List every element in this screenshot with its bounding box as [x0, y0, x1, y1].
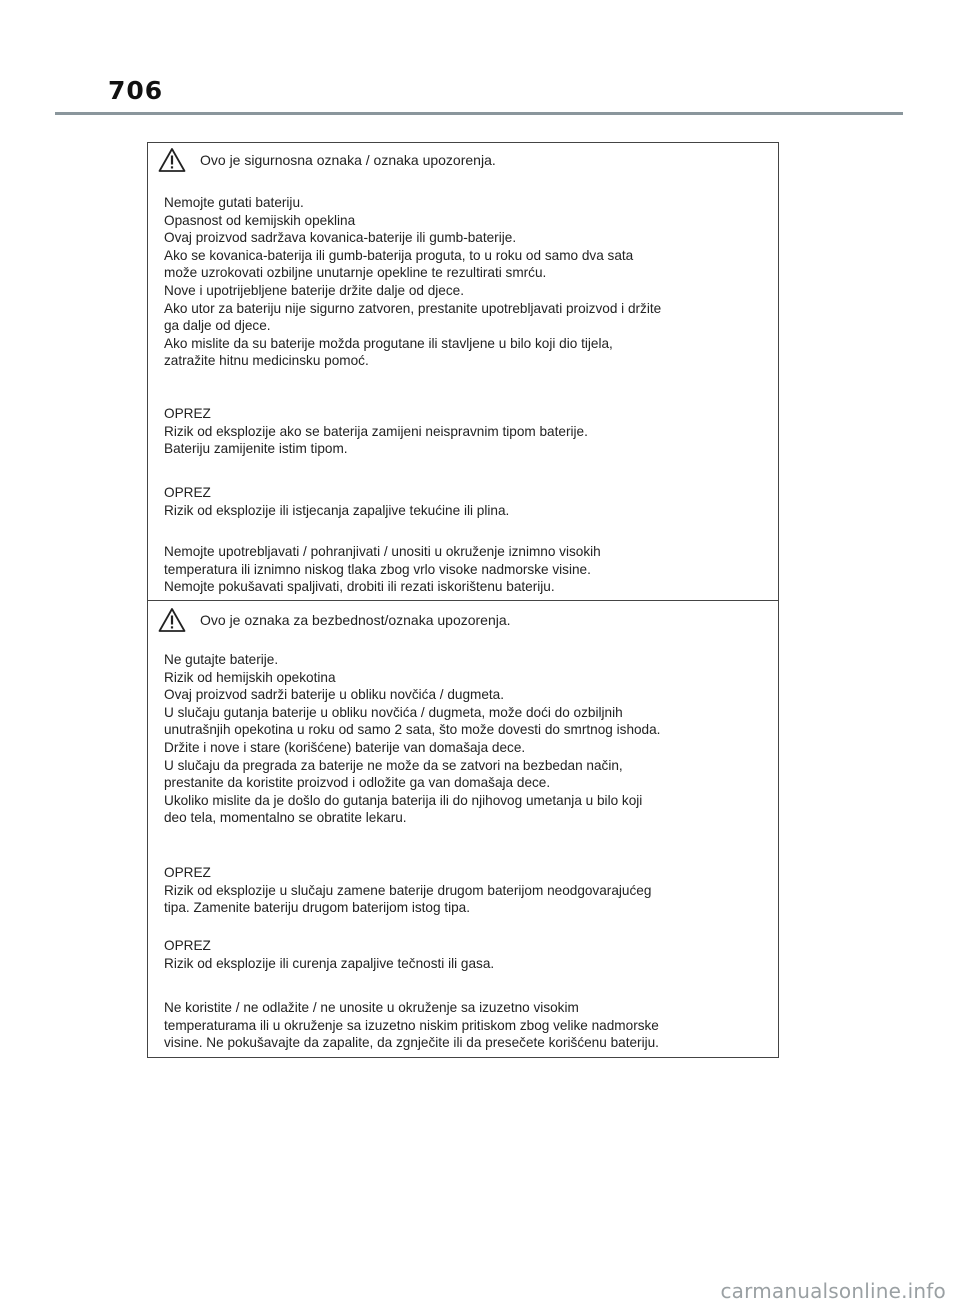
text-line: Ovaj proizvod sadržava kovanica-baterije ili gumb-baterije. [164, 230, 517, 246]
text-line: Ako mislite da su baterije možda progutane ili stavljene u bilo koji dio tijela, [164, 335, 613, 351]
text-line: tipa. Zamenite bateriju drugom baterijom istog tipa. [164, 900, 471, 916]
text-line: visine. Ne pokušavajte da zapalite, da zgnječite ili da presečete korišćenu bateriju. [164, 1035, 659, 1051]
paragraph-caution-leakage [164, 937, 768, 972]
text-line: prestanite da koristite proizvod i odložite ga van domašaja dece. [164, 775, 551, 791]
caution-heading: OPREZ [164, 406, 211, 421]
warning-label: Ovo je sigurnosna oznaka / oznaka upozorenja. [200, 152, 496, 168]
footer-site-logo: carmanualsonline.info [720, 1279, 946, 1303]
text-line: unutrašnjih opekotina u roku od samo 2 sata, što može dovesti do smrtnog ishoda. [164, 722, 661, 738]
text-line: Ako se kovanica-baterija ili gumb-baterija proguta, to u roku od samo dva sata [164, 247, 634, 263]
text-line: Nemojte upotrebljavati / pohranjivati / unositi u okruženje iznimno visokih [164, 544, 601, 559]
paragraph-ingestion-warning [164, 194, 768, 370]
caution-heading: OPREZ [164, 485, 211, 500]
text-line: Nemojte pokušavati spaljivati, drobiti ili rezati iskorištenu bateriju. [164, 579, 555, 595]
warning-section-croatian [148, 143, 778, 601]
text-line: Ne gutajte baterije. [164, 652, 279, 667]
text-line: ga dalje od djece. [164, 318, 271, 334]
paragraph-caution-replacement [164, 864, 768, 917]
warning-section-serbian [148, 601, 778, 1057]
warning-header [158, 147, 496, 173]
text-line: U slučaju gutanja baterije u obliku novčića / dugmeta, može doći do ozbiljnih [164, 704, 623, 720]
paragraph-ingestion-warning [164, 651, 768, 827]
text-line: Rizik od eksplozije u slučaju zamene baterije drugom baterijom neodgovarajućeg [164, 882, 652, 898]
header-divider [55, 112, 903, 115]
text-line: Nove i upotrijebljene baterije držite dalje od djece. [164, 282, 464, 298]
text-line: Držite i nove i stare (korišćene) baterije van domašaja dece. [164, 739, 526, 755]
warning-triangle-icon [158, 147, 186, 173]
text-line: Ne koristite / ne odlažite / ne unosite u okruženje sa izuzetno visokim [164, 1000, 579, 1015]
text-line: Ovaj proizvod sadrži baterije u obliku novčića / dugmeta. [164, 687, 505, 703]
page-number: 706 [108, 76, 164, 105]
text-line: Bateriju zamijenite istim tipom. [164, 441, 348, 457]
text-line: temperatura ili iznimno niskog tlaka zbog vrlo visoke nadmorske visine. [164, 561, 591, 577]
text-line: Ako utor za bateriju nije sigurno zatvoren, prestanite upotrebljavati proizvod i držite [164, 300, 662, 316]
battery-warning-box [147, 142, 779, 1058]
paragraph-caution-leakage [164, 484, 768, 519]
text-line: Ukoliko mislite da je došlo do gutanja baterija ili do njihovog umetanja u bilo koji [164, 792, 643, 808]
caution-heading: OPREZ [164, 865, 211, 880]
paragraph-environment [164, 999, 768, 1052]
text-line: zatražite hitnu medicinsku pomoć. [164, 353, 369, 369]
paragraph-caution-replacement [164, 405, 768, 458]
text-line: Rizik od eksplozije ako se baterija zamijeni neispravnim tipom baterije. [164, 423, 588, 439]
warning-header [158, 607, 511, 633]
text-line: Rizik od eksplozije ili curenja zapaljive tečnosti ili gasa. [164, 955, 495, 971]
text-line: Opasnost od kemijskih opeklina [164, 212, 356, 228]
text-line: U slučaju da pregrada za baterije ne može da se zatvori na bezbedan način, [164, 757, 623, 773]
text-line: Rizik od hemijskih opekotina [164, 669, 336, 685]
text-line: Nemojte gutati bateriju. [164, 195, 304, 210]
warning-triangle-icon [158, 607, 186, 633]
text-line: može uzrokovati ozbiljne unutarnje opekline te rezultirati smrću. [164, 265, 547, 281]
caution-heading: OPREZ [164, 938, 211, 953]
text-line: deo tela, momentalno se obratite lekaru. [164, 810, 407, 826]
text-line: Rizik od eksplozije ili istjecanja zapaljive tekućine ili plina. [164, 502, 510, 518]
text-line: temperaturama ili u okruženje sa izuzetno niskim pritiskom zbog velike nadmorske [164, 1017, 659, 1033]
warning-label: Ovo je oznaka za bezbednost/oznaka upozorenja. [200, 612, 511, 628]
paragraph-environment [164, 543, 768, 596]
